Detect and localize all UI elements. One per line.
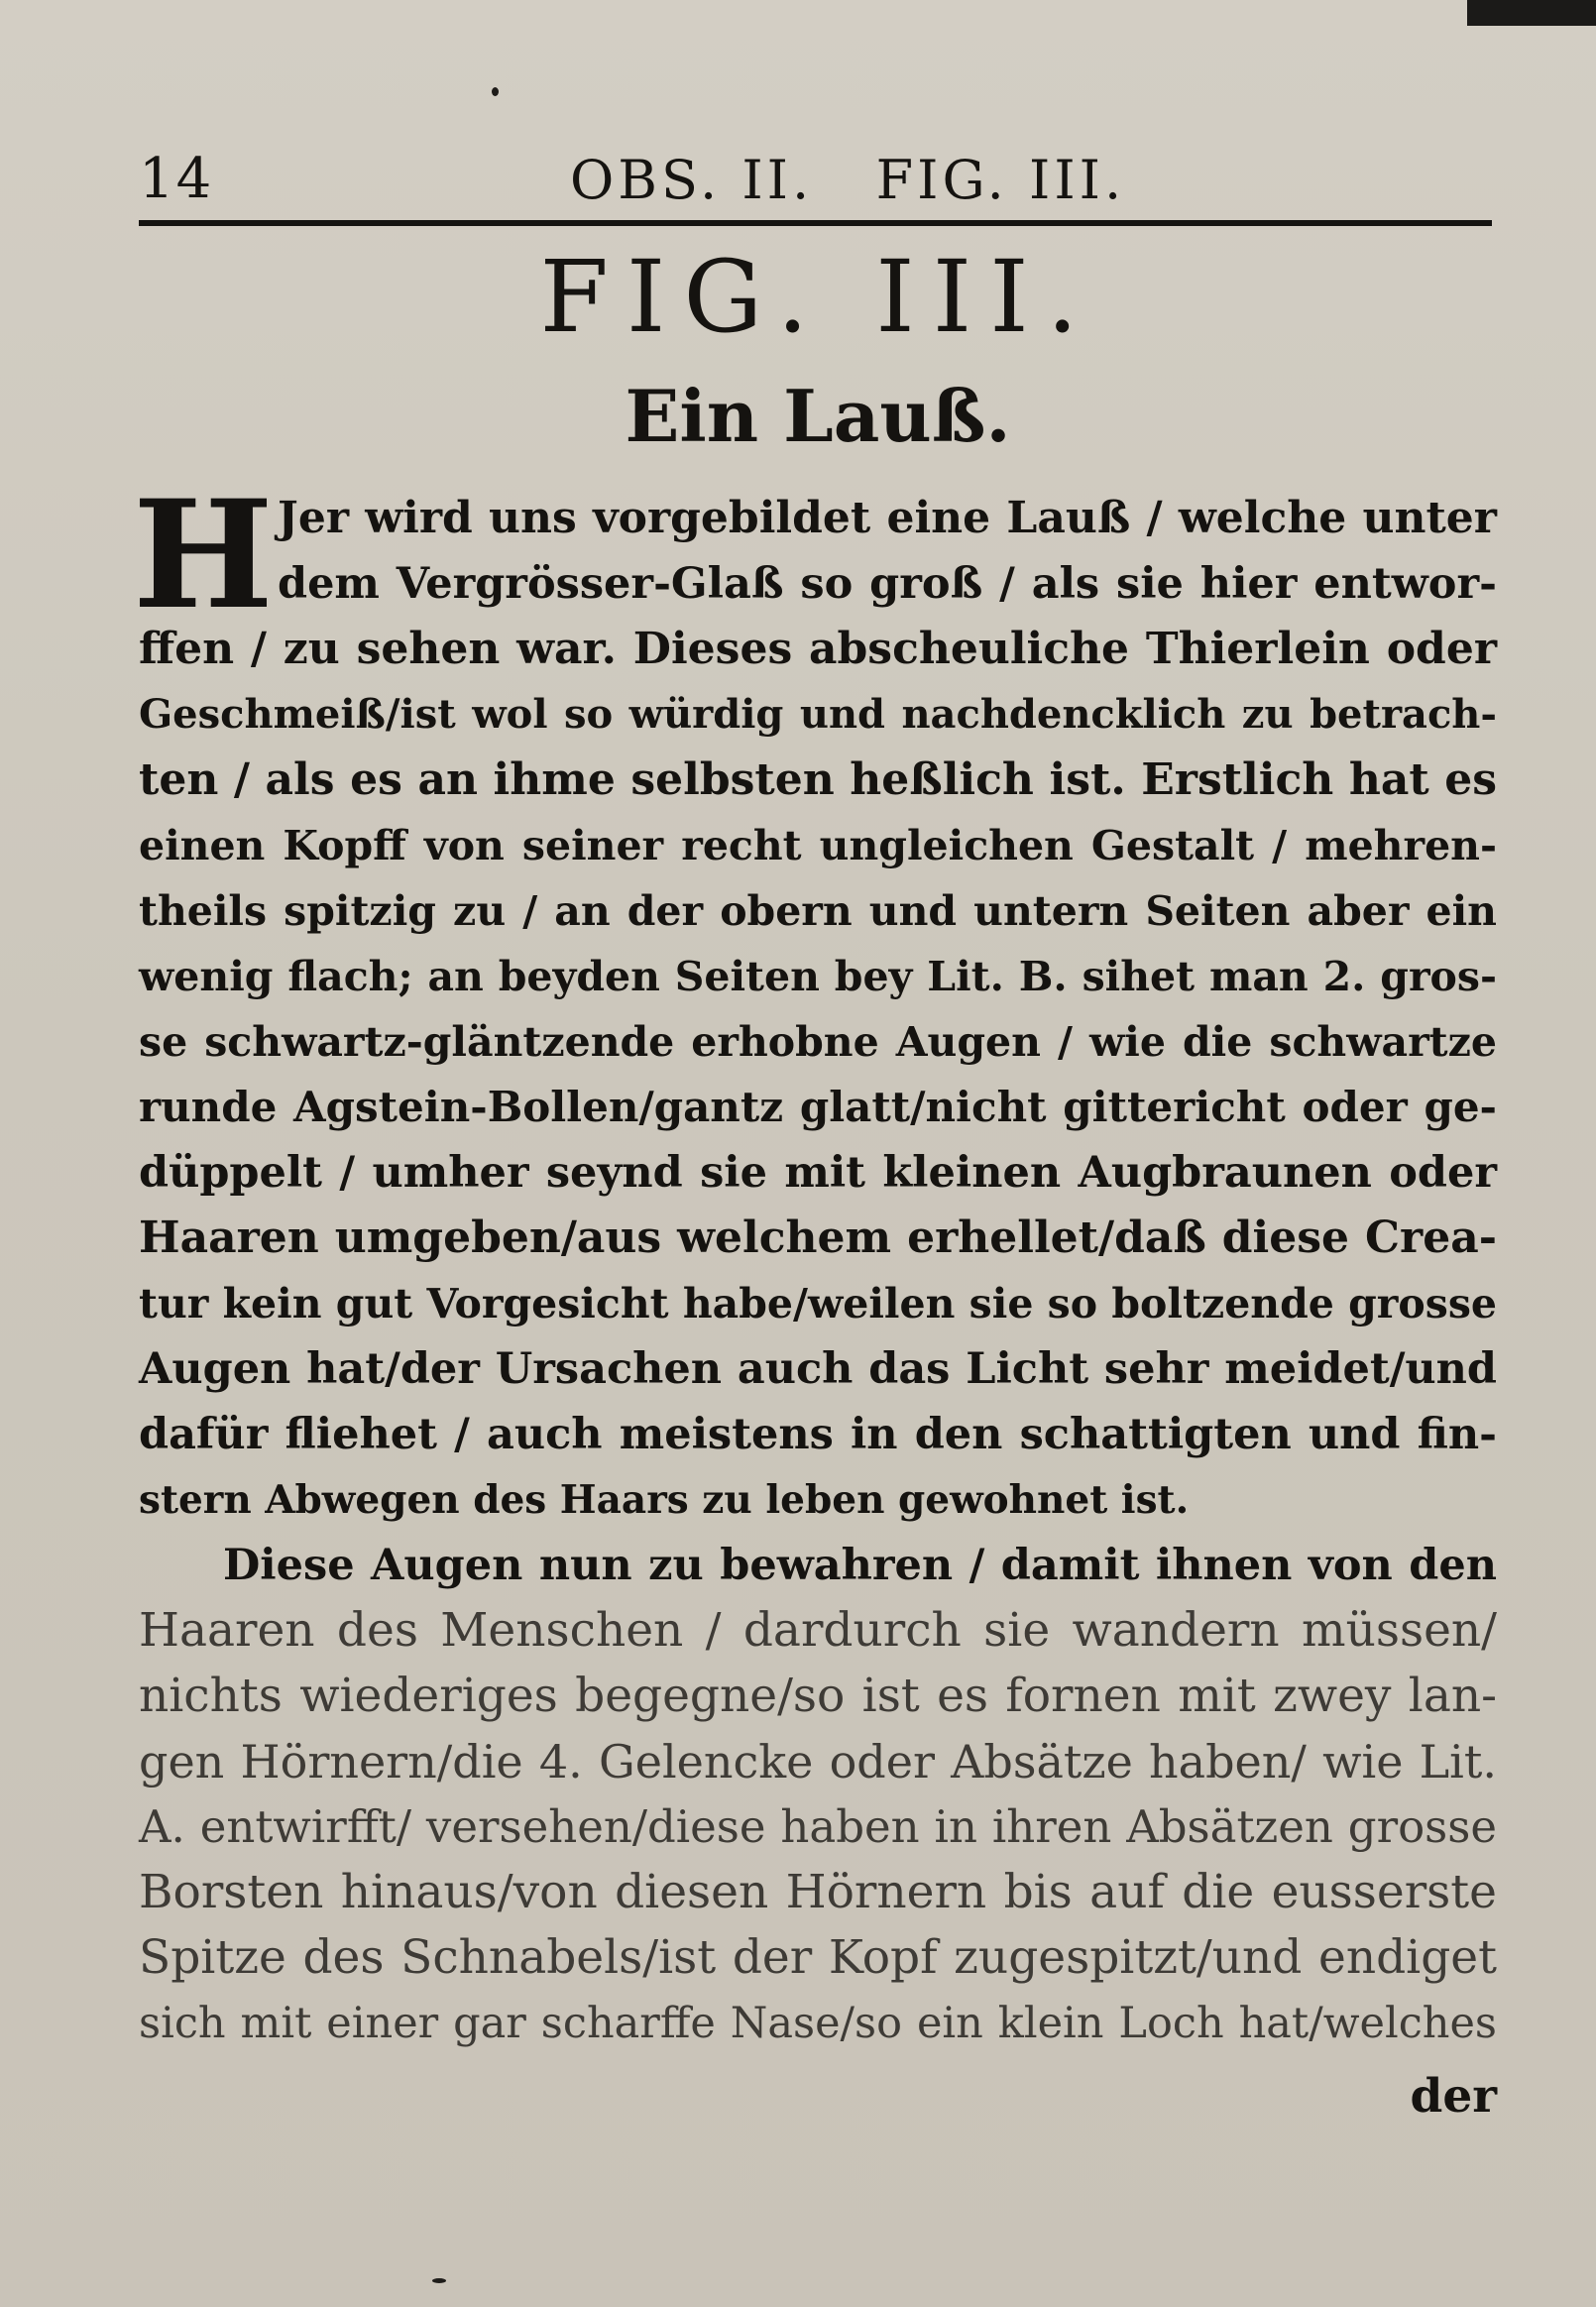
text-line: dafür fliehet / auch meistens in den schattigten und fin- xyxy=(139,1410,1497,1459)
page-number: 14 xyxy=(139,147,214,211)
drop-cap-initial: H xyxy=(133,468,274,642)
ink-speck xyxy=(432,2278,446,2283)
text-line: dem Vergrösser-Glaß so groß / als sie hier entwor- xyxy=(278,559,1497,609)
figure-title: FIG. III. xyxy=(539,239,1096,355)
text-line: se schwartz-gläntzende erhobne Augen / wie die schwartze xyxy=(139,1018,1497,1066)
text-line: ffen / zu sehen war. Dieses abscheuliche Thierlein oder xyxy=(139,624,1497,674)
text-line: tur kein gut Vorgesicht habe/weilen sie so boltzende grosse xyxy=(139,1280,1497,1327)
header-rule xyxy=(139,220,1492,226)
text-line: Spitze des Schnabels/ist der Kopf zugespitzt/und endiget xyxy=(139,1930,1497,1985)
text-line: A. entwirfft/ versehen/diese haben in ihren Absätzen grosse xyxy=(139,1800,1497,1853)
text-line: Borsten hinaus/von diesen Hörnern bis auf die eusserste xyxy=(139,1865,1497,1919)
text-line: Augen hat/der Ursachen auch das Licht sehr meidet/und xyxy=(139,1344,1497,1394)
catchword: der xyxy=(1410,2069,1497,2124)
text-line: Geschmeiß/ist wol so würdig und nachdencklich zu betrach- xyxy=(139,691,1497,738)
figure-subtitle: Ein Lauß. xyxy=(625,374,1011,458)
text-line: runde Agstein-Bollen/gantz glatt/nicht gittericht oder ge- xyxy=(139,1083,1497,1131)
text-line: theils spitzig zu / an der obern und untern Seiten aber ein xyxy=(139,887,1497,935)
text-line: wenig flach; an beyden Seiten bey Lit. B. sihet man 2. gros- xyxy=(139,953,1497,1000)
ink-speck xyxy=(492,87,499,96)
text-line: düppelt / umher seynd sie mit kleinen Augbraunen oder xyxy=(139,1148,1497,1198)
text-line: gen Hörnern/die 4. Gelencke oder Absätze haben/ wie Lit. xyxy=(139,1735,1497,1788)
running-head xyxy=(139,139,1497,218)
text-line: Haaren des Menschen / dardurch sie wandern müssen/ xyxy=(139,1603,1497,1658)
text-line: Haaren umgeben/aus welchem erhellet/daß diese Crea- xyxy=(139,1212,1497,1263)
text-line: ten / als es an ihme selbsten heßlich ist. Erstlich hat es xyxy=(139,754,1497,805)
text-line: nichts wiederiges begegne/so ist es fornen mit zwey lan- xyxy=(139,1669,1497,1723)
text-line: Jer wird uns vorgebildet eine Lauß / welche unter xyxy=(278,493,1497,543)
running-title: OBS. II. FIG. III. xyxy=(570,149,1126,211)
text-line: einen Kopff von seiner recht ungleichen Gestalt / mehren- xyxy=(139,822,1497,869)
text-line: stern Abwegen des Haars zu leben gewohnet ist. xyxy=(139,1477,1190,1523)
text-line: Diese Augen nun zu bewahren / damit ihnen von den xyxy=(223,1541,1497,1590)
text-line: sich mit einer gar scharffe Nase/so ein klein Loch hat/welches xyxy=(139,1999,1497,2048)
scan-edge-mark xyxy=(1467,0,1596,26)
